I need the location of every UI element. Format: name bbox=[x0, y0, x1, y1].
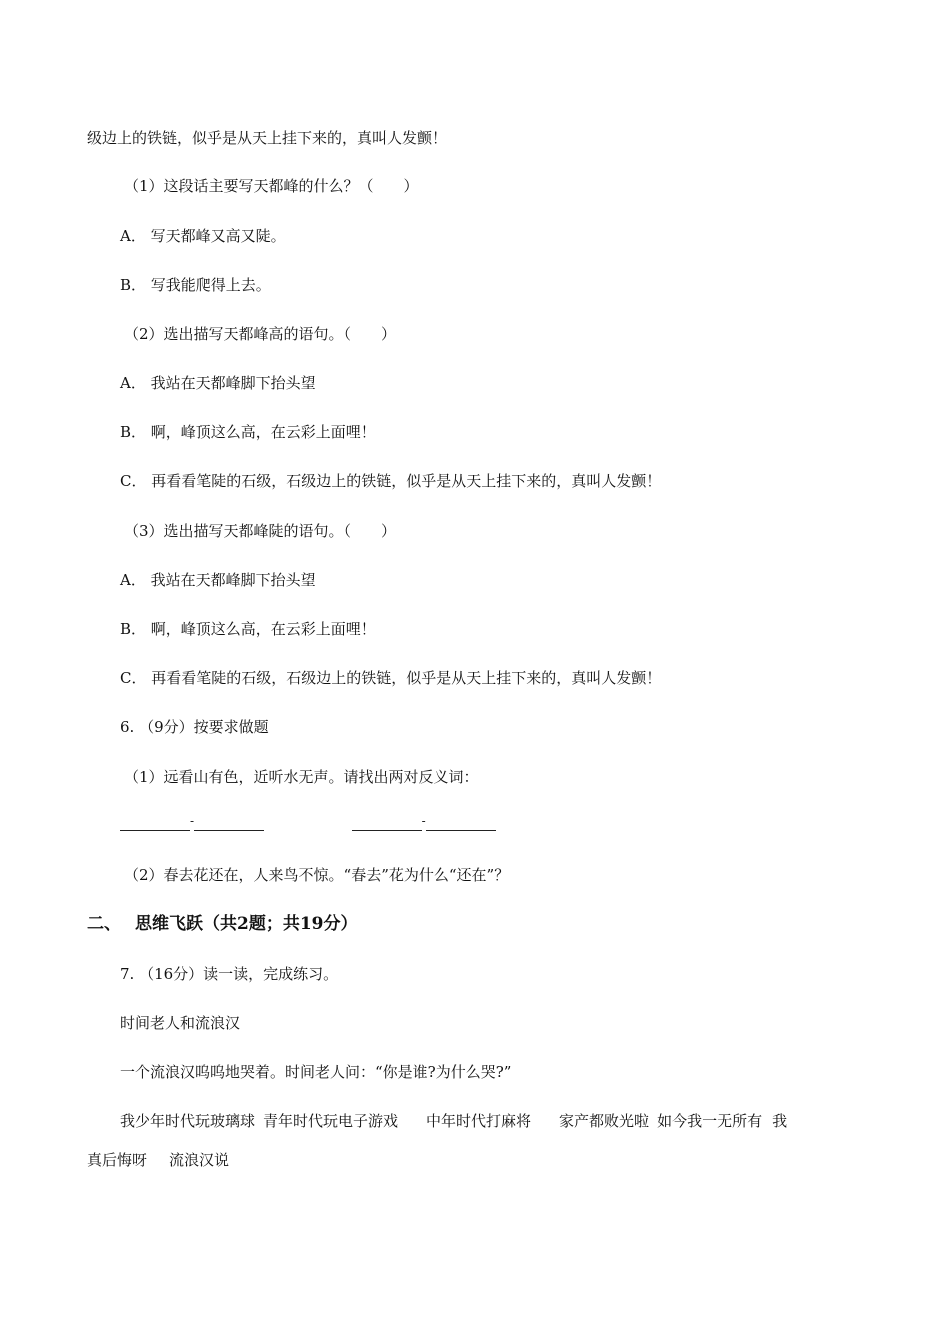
answer-blank[interactable] bbox=[426, 816, 496, 831]
option-5-2-a: A． 我站在天都峰脚下抬头望 bbox=[120, 374, 316, 392]
answer-blank[interactable] bbox=[352, 816, 422, 831]
phrase: 真后悔呀 bbox=[87, 1151, 148, 1169]
question-5-1: （1）这段话主要写天都峰的什么？（ ） bbox=[124, 177, 419, 195]
phrase: 青年时代玩电子游戏 bbox=[263, 1112, 399, 1130]
answer-blank[interactable] bbox=[120, 816, 190, 831]
phrase: 如今我一无所有 bbox=[657, 1112, 763, 1130]
question-6-1: （1）远看山有色，近听水无声。请找出两对反义词： bbox=[124, 768, 479, 786]
section-heading bbox=[87, 914, 358, 934]
option-5-3-c: C． 再看看笔陡的石级，石级边上的铁链，似乎是从天上挂下来的，真叫人发颤！ bbox=[120, 669, 662, 687]
option-5-3-a: A． 我站在天都峰脚下抬头望 bbox=[120, 571, 316, 589]
question-6-2: （2）春去花还在，人来鸟不惊。“春去”花为什么“还在”？ bbox=[124, 866, 510, 884]
phrase: 我少年时代玩玻璃球 bbox=[120, 1112, 256, 1130]
option-5-3-b: B． 啊，峰顶这么高，在云彩上面哩！ bbox=[120, 620, 376, 638]
dash-separator: - bbox=[421, 814, 426, 828]
question-7: 7. （16分）读一读，完成练习。 bbox=[120, 965, 339, 983]
story-title: 时间老人和流浪汉 bbox=[120, 1014, 241, 1032]
passage-line-continuation: 级边上的铁链，似乎是从天上挂下来的，真叫人发颤！ bbox=[87, 129, 448, 147]
option-5-2-b: B． 啊，峰顶这么高，在云彩上面哩！ bbox=[120, 423, 376, 441]
question-5-3: （3）选出描写天都峰陡的语句。（ ） bbox=[124, 522, 397, 540]
story-paragraph-2-line-2 bbox=[87, 1150, 229, 1170]
phrase: 家产都败光啦 bbox=[559, 1112, 650, 1130]
story-paragraph-1: 一个流浪汉呜呜地哭着。时间老人问：“你是谁?为什么哭?” bbox=[120, 1063, 512, 1081]
dash-separator: - bbox=[190, 814, 195, 828]
section-number: 二、 bbox=[87, 914, 121, 934]
phrase: 中年时代打麻将 bbox=[426, 1112, 532, 1130]
option-5-1-b: B． 写我能爬得上去。 bbox=[120, 276, 271, 294]
answer-blanks-row bbox=[120, 816, 496, 837]
section-title: 思维飞跃（共2题；共19分） bbox=[135, 914, 358, 934]
story-paragraph-2-line-1 bbox=[120, 1111, 787, 1131]
question-6: 6. （9分）按要求做题 bbox=[120, 718, 269, 736]
option-5-1-a: A． 写天都峰又高又陡。 bbox=[120, 227, 286, 245]
option-5-2-c: C． 再看看笔陡的石级，石级边上的铁链，似乎是从天上挂下来的，真叫人发颤！ bbox=[120, 472, 662, 490]
phrase: 流浪汉说 bbox=[169, 1151, 230, 1169]
question-5-2: （2）选出描写天都峰高的语句。（ ） bbox=[124, 325, 397, 343]
answer-blank[interactable] bbox=[194, 816, 264, 831]
phrase: 我 bbox=[772, 1112, 788, 1130]
